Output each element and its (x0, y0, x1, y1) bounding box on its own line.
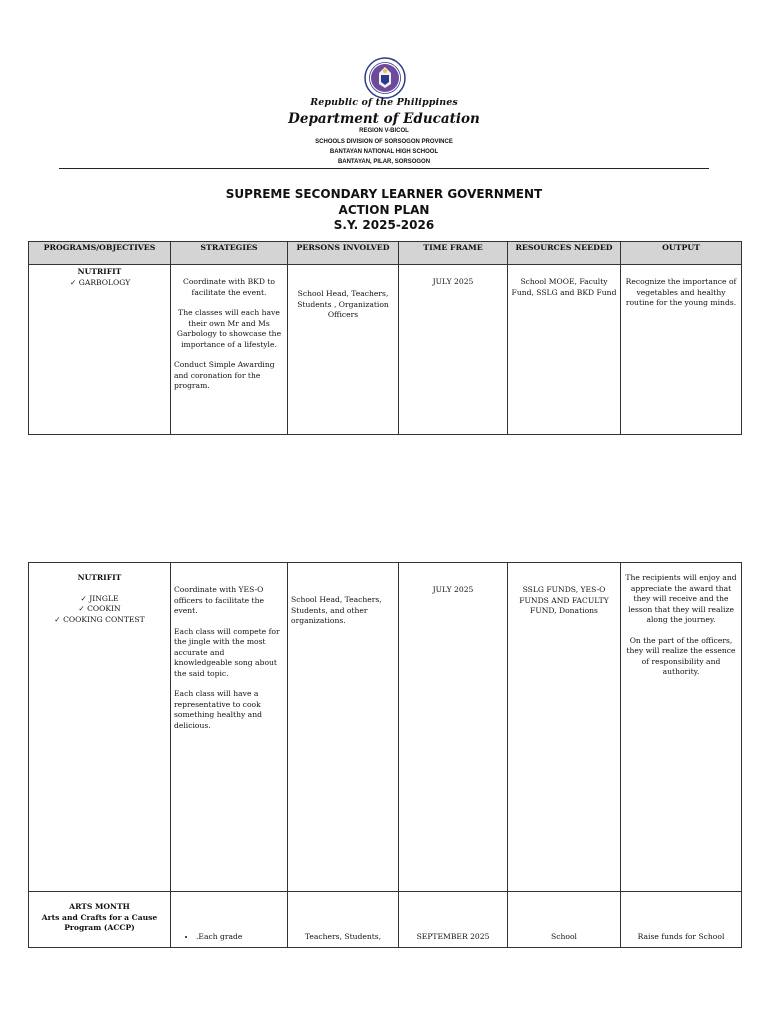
check-icon-item: ✓ GARBOLOGY (70, 278, 167, 289)
program-items (32, 594, 167, 626)
strategy-text: Conduct Simple Awarding and coronation for the program. (174, 360, 275, 390)
strategy-text: Coordinate with BKD to facilitate the event. (183, 277, 275, 297)
strategies-cell (171, 265, 288, 435)
column-header: OUTPUT (621, 242, 742, 265)
strategy-text: Each class will have a representative to cook something healthy and delicious. (174, 689, 262, 730)
region-line: REGION V-BICOL (359, 128, 409, 134)
program-cell (29, 265, 171, 435)
check-icon-item: ✓ COOKING CONTEST (32, 615, 167, 626)
department-name: Department of Education (288, 111, 480, 127)
program-name: NUTRIFIT (77, 267, 122, 276)
check-icon-item: ✓ COOKIN (32, 604, 167, 615)
resources-cell: School MOOE, Faculty Fund, SSLG and BKD Fund (508, 265, 621, 435)
persons-cell: School Head, Teachers, Students, and other organizations. (288, 563, 399, 892)
bullet-icon-item: • .Each grade (196, 932, 284, 943)
school-line: BANTAYAN NATIONAL HIGH SCHOOL (329, 149, 439, 155)
persons-cell: School Head, Teachers, Students , Organization Officers (288, 265, 399, 435)
program-subtitle: Arts and Crafts for a Cause Program (ACCP) (41, 912, 158, 932)
deped-seal-icon (364, 57, 406, 99)
school-year: S.Y. 2025-2026 (333, 218, 435, 232)
document-title: SUPREME SECONDARY LEARNER GOVERNMENT (225, 187, 543, 201)
output-cell: Raise funds for School (621, 892, 742, 948)
program-name: NUTRIFIT (77, 573, 122, 582)
table-header-row (29, 242, 742, 265)
strategy-text: Each class will compete for the jingle with the most accurate and knowledgeable song about the said topic. (174, 626, 280, 678)
republic-line: Republic of the Philippines (310, 97, 458, 108)
strategy-text: Coordinate with YES-O officers to facilitate the event. (174, 585, 264, 615)
output-cell (621, 563, 742, 892)
document-subtitle: ACTION PLAN (338, 203, 430, 217)
column-header: STRATEGIES (171, 242, 288, 265)
division-line: SCHOOLS DIVISION OF SORSOGON PROVINCE (315, 139, 453, 145)
column-header: PROGRAMS/OBJECTIVES (29, 242, 171, 265)
column-header: TIME FRAME (399, 242, 508, 265)
strategy-text: The classes will each have their own Mr and Ms Garbology to showcase the importance of a lifestyle. (176, 308, 282, 349)
output-cell: Recognize the importance of vegetables and healthy routine for the young minds. (621, 265, 742, 435)
header-divider (59, 168, 709, 169)
table-row (29, 265, 742, 435)
strategies-cell (171, 892, 288, 948)
program-cell (29, 563, 171, 892)
time-frame-cell: JULY 2025 (399, 563, 508, 892)
action-plan-table-continued (28, 562, 742, 948)
strategy-bullets (174, 932, 284, 943)
time-frame-cell: SEPTEMBER 2025 (399, 892, 508, 948)
column-header: RESOURCES NEEDED (508, 242, 621, 265)
resources-cell: SSLG FUNDS, YES-O FUNDS AND FACULTY FUND, Donations (508, 563, 621, 892)
table-row (29, 892, 742, 948)
persons-cell: Teachers, Students, (288, 892, 399, 948)
resources-cell: School (508, 892, 621, 948)
output-text: On the part of the officers, they will realize the essence of responsibility and authority. (626, 635, 736, 676)
column-header: PERSONS INVOLVED (288, 242, 399, 265)
program-cell (29, 892, 171, 948)
program-items (32, 278, 167, 289)
check-icon-item: ✓ JINGLE (32, 594, 167, 605)
action-plan-table (28, 241, 742, 435)
output-text: The recipients will enjoy and appreciate the award that they will receive and the lesson that they will realize along the journey. (625, 573, 737, 624)
address-line: BANTAYAN, PILAR, SORSOGON (337, 159, 431, 165)
time-frame-cell: JULY 2025 (399, 265, 508, 435)
table-row (29, 563, 742, 892)
program-name: ARTS MONTH (69, 902, 130, 911)
strategies-cell (171, 563, 288, 892)
